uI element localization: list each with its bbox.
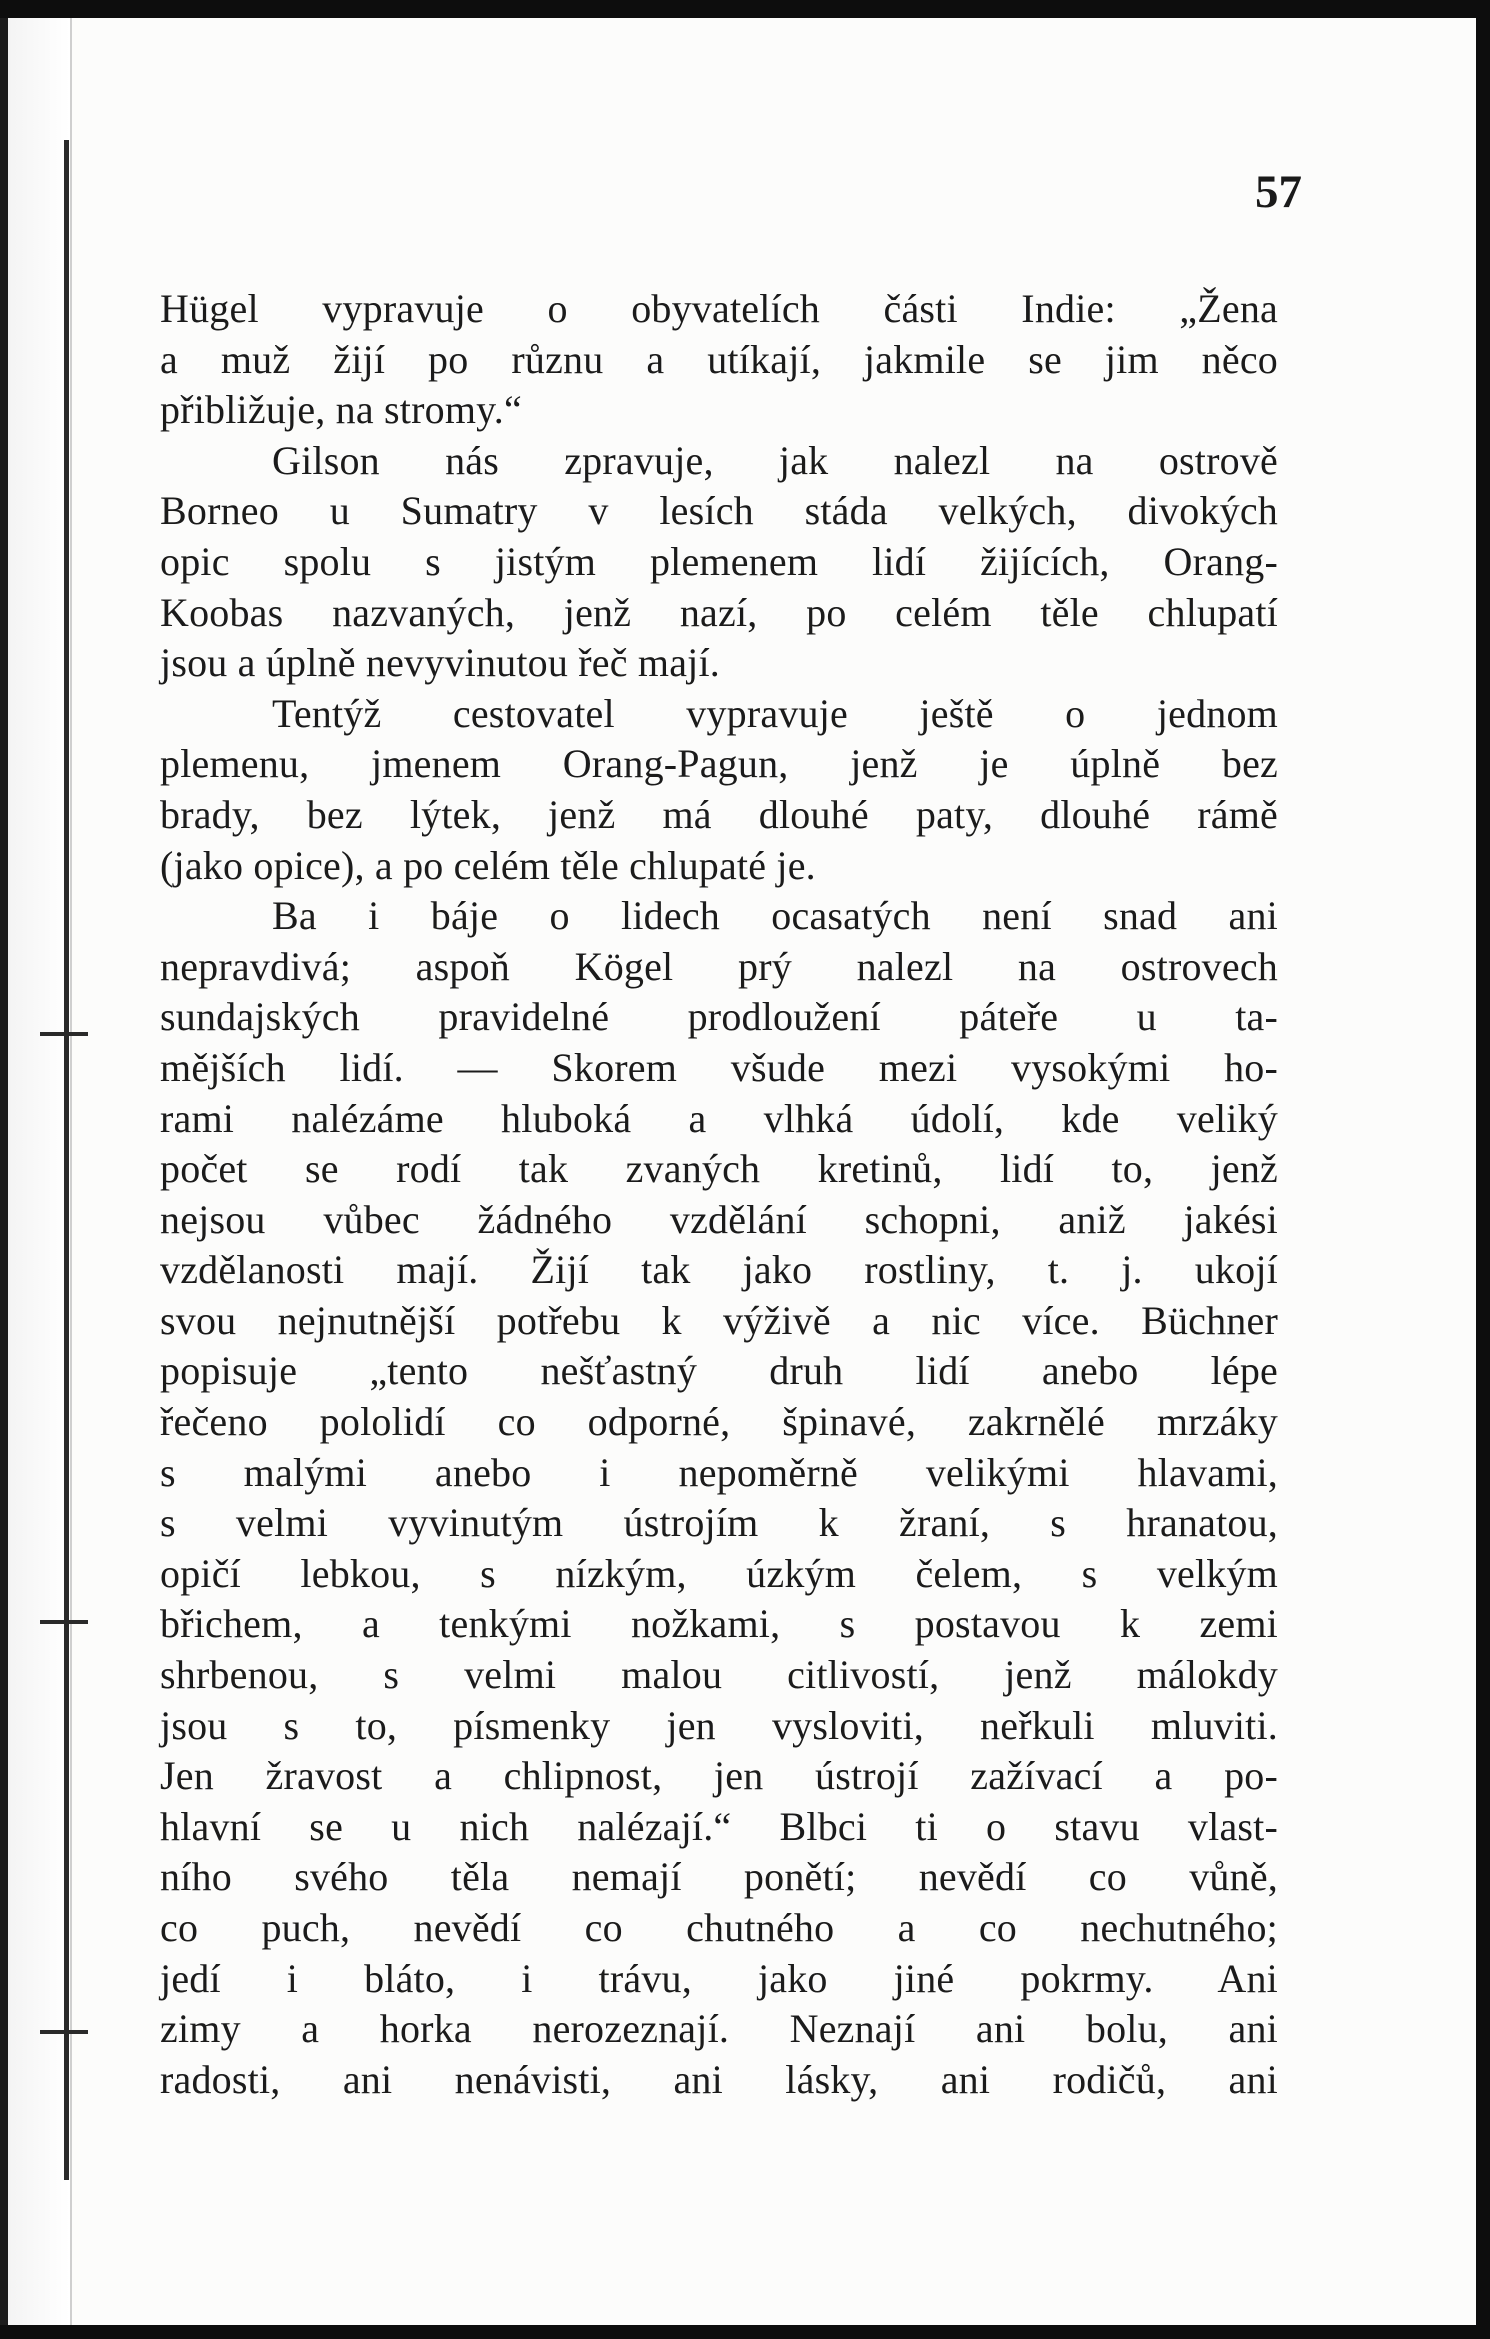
text-line: hlavní se u nich nalézají.“ Blbci ti o stavu vlast- — [160, 1803, 1278, 1849]
scan-border-right — [1476, 0, 1490, 2339]
text-line: Hügel vypravuje o obyvatelích části Indie: „Žena — [160, 286, 1278, 331]
text-line: rami nalézáme hluboká a vlhká údolí, kde veliký — [160, 1095, 1278, 1141]
scan-border-left — [0, 0, 8, 2339]
body-text — [160, 284, 1278, 2105]
text-line: mějších lidí. — Skorem všude mezi vysokými ho- — [160, 1044, 1278, 1090]
text-line: brady, bez lýtek, jenž má dlouhé paty, dlouhé rámě — [160, 791, 1278, 837]
text-line: jsou a úplně nevyvinutou řeč mají. — [160, 640, 721, 686]
page-number: 57 — [1255, 166, 1302, 218]
scan-border-bottom — [0, 2325, 1490, 2339]
binding-edge — [64, 140, 69, 2180]
text-line: s malými anebo i nepoměrně velikými hlavami, — [160, 1449, 1278, 1495]
binding-mark — [40, 2030, 88, 2034]
text-line: Tentýž cestovatel vypravuje ještě o jednom — [272, 690, 1278, 736]
text-line: břichem, a tenkými nožkami, s postavou k zemi — [160, 1601, 1278, 1647]
text-line: opičí lebkou, s nízkým, úzkým čelem, s velkým — [160, 1550, 1278, 1596]
page-gutter — [8, 18, 70, 2325]
text-line: Jen žravost a chlipnost, jen ústrojí zažívací a po- — [160, 1753, 1278, 1799]
text-line: co puch, nevědí co chutného a co nechutného; — [160, 1905, 1278, 1950]
text-line: Koobas nazvaných, jenž nazí, po celém těle chlupatí — [160, 589, 1278, 635]
text-line: radosti, ani nenávisti, ani lásky, ani rodičů, ani — [160, 2056, 1278, 2102]
text-line: Gilson nás zpravuje, jak nalezl na ostrově — [272, 437, 1278, 483]
binding-mark — [40, 1620, 88, 1624]
text-line: ního svého těla nemají ponětí; nevědí co vůně, — [160, 1854, 1278, 1900]
text-line: nepravdivá; aspoň Kögel prý nalezl na ostrovech — [160, 943, 1278, 989]
text-line: zimy a horka nerozeznají. Neznají ani bolu, ani — [160, 2006, 1278, 2052]
text-line: řečeno pololidí co odporné, špinavé, zakrnělé mrzáky — [160, 1399, 1278, 1445]
text-line: počet se rodí tak zvaných kretinů, lidí to, jenž — [160, 1146, 1278, 1192]
text-line: nejsou vůbec žádného vzdělání schopni, aniž jakési — [160, 1196, 1278, 1242]
text-line: plemenu, jmenem Orang-Pagun, jenž je úplně bez — [160, 741, 1278, 787]
text-line: a muž žijí po různu a utíkají, jakmile se jim něco — [160, 336, 1278, 382]
text-line: shrbenou, s velmi malou citlivostí, jenž málokdy — [160, 1652, 1278, 1698]
text-line: (jako opice), a po celém těle chlupaté je. — [160, 842, 816, 888]
text-line: přibližuje, na stromy.“ — [160, 387, 522, 433]
text-line: jsou s to, písmenky jen vysloviti, neřkuli mluviti. — [160, 1702, 1278, 1748]
text-line: Ba i báje o lidech ocasatých není snad ani — [272, 893, 1278, 939]
text-line: popisuje „tento nešťastný druh lidí anebo lépe — [160, 1348, 1278, 1394]
text-line: s velmi vyvinutým ústrojím k žraní, s hranatou, — [160, 1500, 1278, 1546]
text-line: svou nejnutnější potřebu k výživě a nic více. Büchner — [160, 1297, 1278, 1343]
text-line: jedí i bláto, i trávu, jako jiné pokrmy. Ani — [160, 1955, 1278, 2001]
scan-border-top — [0, 0, 1490, 18]
text-line: sundajských pravidelné prodloužení páteře u ta- — [160, 994, 1278, 1040]
text-line: opic spolu s jistým plemenem lidí žijících, Orang- — [160, 538, 1278, 584]
text-line: vzdělanosti mají. Žijí tak jako rostliny, t. j. ukojí — [160, 1247, 1278, 1293]
binding-mark — [40, 1032, 88, 1036]
text-line: Borneo u Sumatry v lesích stáda velkých, divokých — [160, 488, 1278, 534]
